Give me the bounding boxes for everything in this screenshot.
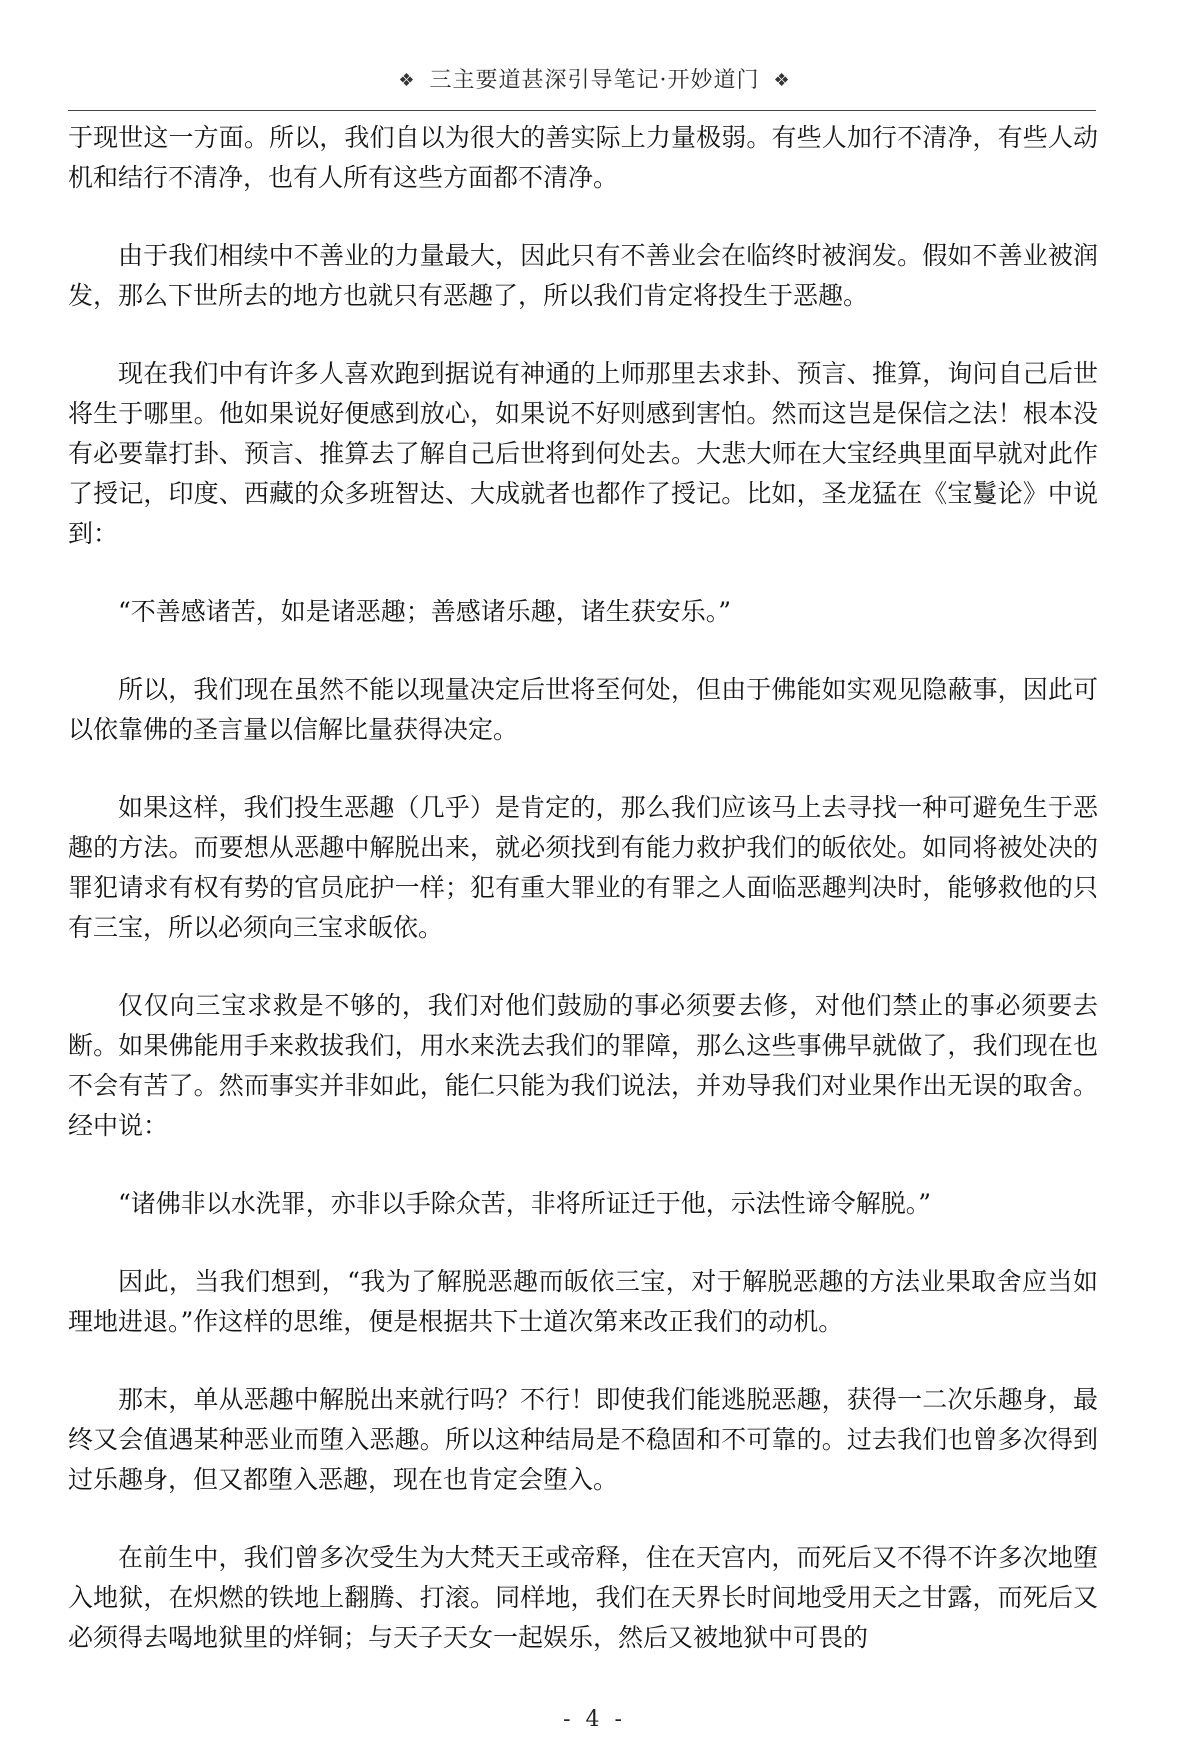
paragraph-7: 因此，当我们想到，“我为了解脱恶趣而皈依三宝，对于解脱恶趣的方法业果取舍应当如理地进退。”作这样的思维，便是根据共下士道次第来改正我们的动机。 (68, 1267, 1098, 1336)
paragraph-3: 现在我们中有许多人喜欢跑到据说有神通的上师那里去求卦、预言、推算，询问自己后世将生于哪里。他如果说好便感到放心，如果说不好则感到害怕。然而这岂是保信之法！根本没有必要靠打卦、预言、推算去了解自己后世将到何处去。大悲大师在大宝经典里面早就对此作了授记，印度、西藏的众多班智达、大成就者也都作了授记。比如，圣龙猛在《宝鬘论》中说到： (68, 359, 1098, 548)
header-divider (68, 110, 1096, 111)
paragraph-5: 如果这样，我们投生恶趣（几乎）是肯定的，那么我们应该马上去寻找一种可避免生于恶趣的方法。而要想从恶趣中解脱出来，就必须找到有能力救护我们的皈依处。如同将被处决的罪犯请求有权有势的官员庇护一样；犯有重大罪业的有罪之人面临恶趣判决时，能够救他的只有三宝，所以必须向三宝求皈依。 (68, 793, 1098, 942)
paragraph-8: 那末，单从恶趣中解脱出来就行吗？不行！即使我们能逃脱恶趣，获得一二次乐趣身，最终又会值遇某种恶业而堕入恶趣。所以这种结局是不稳固和不可靠的。过去我们也曾多次得到过乐趣身，但又都堕入恶趣，现在也肯定会堕入。 (68, 1385, 1098, 1494)
paragraph-4: 所以，我们现在虽然不能以现量决定后世将至何处，但由于佛能如实观见隐蔽事，因此可以依靠佛的圣言量以信解比量获得决定。 (68, 675, 1098, 744)
paragraph-2: 由于我们相续中不善业的力量最大，因此只有不善业会在临终时被润发。假如不善业被润发，那么下世所去的地方也就只有恶趣了，所以我们肯定将投生于恶趣。 (68, 241, 1098, 310)
ornament-right-icon: ❖ (773, 70, 791, 91)
page-number: - 4 - (563, 1707, 626, 1732)
ornament-left-icon: ❖ (398, 70, 416, 91)
quote-1: “不善感诸苦，如是诸恶趣；善感诸乐趣，诸生获安乐。” (118, 597, 732, 626)
paragraph-1: 于现世这一方面。所以，我们自以为很大的善实际上力量极弱。有些人加行不清净，有些人动机和结行不清净，也有人所有这些方面都不清净。 (68, 123, 1098, 192)
quote-2: “诸佛非以水洗罪，亦非以手除众苦，非将所证迁于他，示法性谛令解脱。” (118, 1189, 932, 1218)
body-text (68, 118, 1098, 1658)
paragraph-9: 在前生中，我们曾多次受生为大梵天王或帝释，住在天宫内，而死后又不得不许多次地堕入地狱，在炽燃的铁地上翻腾、打滚。同样地，我们在天界长时间地受用天之甘露，而死后又必须得去喝地狱里的烊铜；与天子天女一起娱乐，然后又被地狱中可畏的 (68, 1543, 1098, 1652)
running-header (0, 66, 1189, 96)
book-title: 三主要道甚深引导笔记·开妙道门 (429, 68, 760, 93)
paragraph-6: 仅仅向三宝求救是不够的，我们对他们鼓励的事必须要去修，对他们禁止的事必须要去断。如果佛能用手来救拔我们，用水来洗去我们的罪障，那么这些事佛早就做了，我们现在也不会有苦了。然而事实并非如此，能仁只能为我们说法，并劝导我们对业果作出无误的取舍。经中说： (68, 991, 1098, 1140)
